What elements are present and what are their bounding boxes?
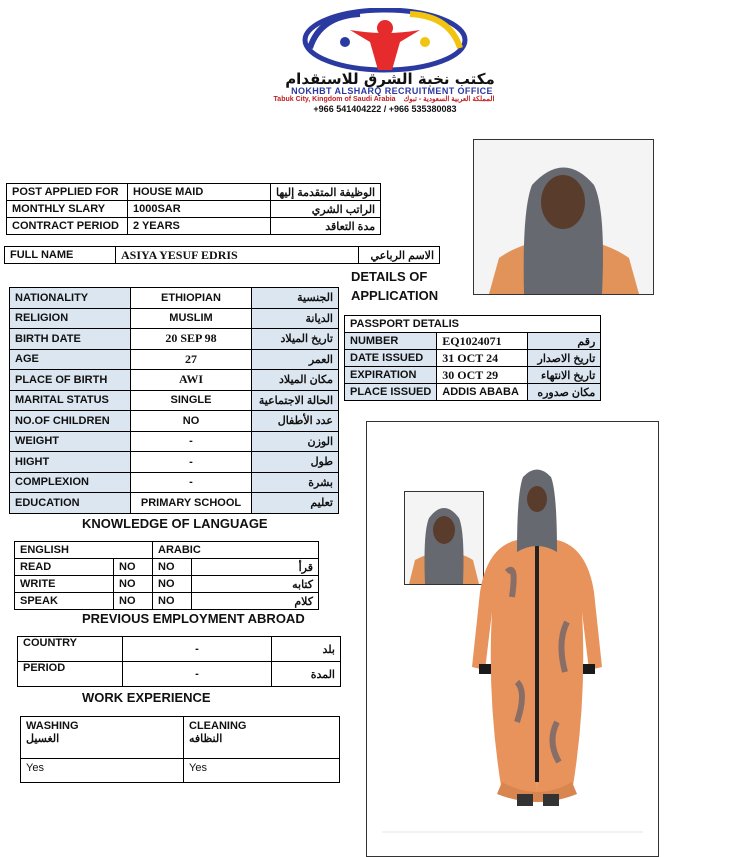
table-row <box>10 329 339 350</box>
detail-value: MUSLIM <box>131 308 252 329</box>
full-name-label-arabic: الاسم الرباعي <box>359 247 440 264</box>
experience-label: CLEANING <box>189 720 247 732</box>
details-title-line2: APPLICATION <box>351 288 439 303</box>
table-row <box>7 184 381 201</box>
detail-label-arabic: طول <box>252 452 339 473</box>
table-row <box>10 288 339 309</box>
language-arabic-value: NO <box>153 559 192 576</box>
detail-label: AGE <box>10 349 131 370</box>
experience-item-cleaning <box>184 717 340 759</box>
detail-label-arabic: الحالة الاجتماعية <box>252 390 339 411</box>
passport-label-arabic: تاريخ الانتهاء <box>528 367 601 384</box>
language-label-arabic: كتابه <box>192 576 319 593</box>
language-english-value: NO <box>114 593 153 610</box>
language-title: KNOWLEDGE OF LANGUAGE <box>82 516 268 531</box>
contract-label: CONTRACT PERIOD <box>7 218 128 235</box>
table-row <box>10 390 339 411</box>
language-label-arabic: قرأ <box>192 559 319 576</box>
company-logo <box>300 8 470 78</box>
detail-value: NO <box>131 411 252 432</box>
detail-label: NO.OF CHILDREN <box>10 411 131 432</box>
passport-label: NUMBER <box>345 333 437 350</box>
employment-label: COUNTRY <box>18 637 123 662</box>
table-row <box>7 218 381 235</box>
detail-label: MARITAL STATUS <box>10 390 131 411</box>
full-name-table <box>4 246 440 264</box>
passport-label-arabic: مكان صدوره <box>528 384 601 401</box>
detail-value: 20 SEP 98 <box>131 329 252 350</box>
detail-value: PRIMARY SCHOOL <box>131 493 252 514</box>
detail-label: PLACE OF BIRTH <box>10 370 131 391</box>
company-location <box>234 95 534 103</box>
experience-label-arabic: الغسيل <box>26 733 60 745</box>
detail-label: COMPLEXION <box>10 472 131 493</box>
table-row <box>345 367 601 384</box>
detail-label-arabic: العمر <box>252 349 339 370</box>
company-phones: +966 541404222 / +966 535380083 <box>313 104 457 114</box>
table-row <box>15 593 319 610</box>
table-row <box>15 576 319 593</box>
full-body-figure <box>367 422 658 856</box>
location-arabic: المملكة العربية السعودية - تبوك <box>403 96 495 103</box>
language-arabic-value: NO <box>153 593 192 610</box>
language-english-value: NO <box>114 576 153 593</box>
detail-label-arabic: الوزن <box>252 431 339 452</box>
language-table <box>14 541 319 610</box>
language-label-arabic: كلام <box>192 593 319 610</box>
language-label: SPEAK <box>15 593 114 610</box>
passport-title: PASSPORT DETALIS <box>345 316 601 333</box>
detail-label: BIRTH DATE <box>10 329 131 350</box>
experience-value: Yes <box>184 759 340 783</box>
language-label: WRITE <box>15 576 114 593</box>
language-col-english: ENGLISH <box>15 542 153 559</box>
language-english-value: NO <box>114 559 153 576</box>
table-row <box>10 472 339 493</box>
passport-value: ADDIS ABABA <box>437 384 528 401</box>
salary-value: 1000SAR <box>128 201 271 218</box>
table-row <box>10 370 339 391</box>
applicant-full-photo <box>366 421 659 857</box>
table-row <box>21 717 340 759</box>
detail-label-arabic: مكان الميلاد <box>252 370 339 391</box>
table-row <box>7 201 381 218</box>
employment-label: PERIOD <box>18 662 123 687</box>
contract-label-arabic: مدة التعاقد <box>271 218 381 235</box>
location-english: Tabuk City, Kingdom of Saudi Arabia <box>273 96 396 103</box>
language-col-arabic: ARABIC <box>153 542 319 559</box>
experience-title: WORK EXPERIENCE <box>82 690 211 705</box>
detail-label-arabic: عدد الأطفال <box>252 411 339 432</box>
company-name-english: NOKHBT ALSHARQ RECRUITMENT OFFICE <box>291 86 493 96</box>
logo-mark-icon <box>300 8 470 78</box>
detail-label-arabic: الديانة <box>252 308 339 329</box>
details-title-line1: DETAILS OF <box>351 269 428 284</box>
detail-value: - <box>131 431 252 452</box>
detail-label-arabic: تاريخ الميلاد <box>252 329 339 350</box>
passport-label-arabic: تاريخ الاصدار <box>528 350 601 367</box>
experience-value: Yes <box>21 759 184 783</box>
table-row <box>345 333 601 350</box>
table-row <box>18 662 341 687</box>
passport-label-arabic: رقم <box>528 333 601 350</box>
detail-value: - <box>131 472 252 493</box>
post-table <box>6 183 381 235</box>
full-name-label: FULL NAME <box>5 247 116 264</box>
passport-value: 30 OCT 29 <box>437 367 528 384</box>
language-label: READ <box>15 559 114 576</box>
employment-label-arabic: بلد <box>272 637 341 662</box>
passport-label: DATE ISSUED <box>345 350 437 367</box>
passport-value: EQ1024071 <box>437 333 528 350</box>
table-row <box>15 542 319 559</box>
detail-label-arabic: تعليم <box>252 493 339 514</box>
experience-table <box>20 716 340 783</box>
detail-label-arabic: الجنسية <box>252 288 339 309</box>
table-row <box>18 637 341 662</box>
post-label: POST APPLIED FOR <box>7 184 128 201</box>
table-row <box>10 493 339 514</box>
experience-label: WASHING <box>26 720 79 732</box>
table-row <box>15 559 319 576</box>
salary-label-arabic: الراتب الشري <box>271 201 381 218</box>
experience-label-arabic: النظافه <box>189 733 223 745</box>
detail-value: SINGLE <box>131 390 252 411</box>
table-row <box>10 349 339 370</box>
passport-label: PLACE ISSUED <box>345 384 437 401</box>
table-row <box>10 452 339 473</box>
table-row <box>10 431 339 452</box>
detail-value: 27 <box>131 349 252 370</box>
detail-value: - <box>131 452 252 473</box>
detail-value: ETHIOPIAN <box>131 288 252 309</box>
details-table <box>9 287 339 514</box>
passport-table <box>344 315 601 401</box>
full-name-value: ASIYA YESUF EDRIS <box>116 247 359 264</box>
detail-label: WEIGHT <box>10 431 131 452</box>
passport-value: 31 OCT 24 <box>437 350 528 367</box>
applicant-portrait-photo <box>473 139 654 295</box>
table-row <box>5 247 440 264</box>
post-value: HOUSE MAID <box>128 184 271 201</box>
company-name-arabic: مكتب نخبة الشرق للاستقدام <box>285 70 495 88</box>
employment-title: PREVIOUS EMPLOYMENT ABROAD <box>82 611 305 626</box>
table-row <box>345 384 601 401</box>
employment-label-arabic: المدة <box>272 662 341 687</box>
detail-label: NATIONALITY <box>10 288 131 309</box>
experience-item-washing <box>21 717 184 759</box>
table-row <box>345 316 601 333</box>
employment-value: - <box>123 662 272 687</box>
table-row <box>345 350 601 367</box>
employment-table <box>17 636 341 687</box>
table-row <box>21 759 340 783</box>
language-arabic-value: NO <box>153 576 192 593</box>
table-row <box>10 411 339 432</box>
detail-label-arabic: بشرة <box>252 472 339 493</box>
detail-label: RELIGION <box>10 308 131 329</box>
detail-label: EDUCATION <box>10 493 131 514</box>
contract-value: 2 YEARS <box>128 218 271 235</box>
passport-label: EXPIRATION <box>345 367 437 384</box>
detail-value: AWI <box>131 370 252 391</box>
table-row <box>10 308 339 329</box>
salary-label: MONTHLY SLARY <box>7 201 128 218</box>
detail-label: HIGHT <box>10 452 131 473</box>
employment-value: - <box>123 637 272 662</box>
post-label-arabic: الوظيفة المتقدمة إليها <box>271 184 381 201</box>
